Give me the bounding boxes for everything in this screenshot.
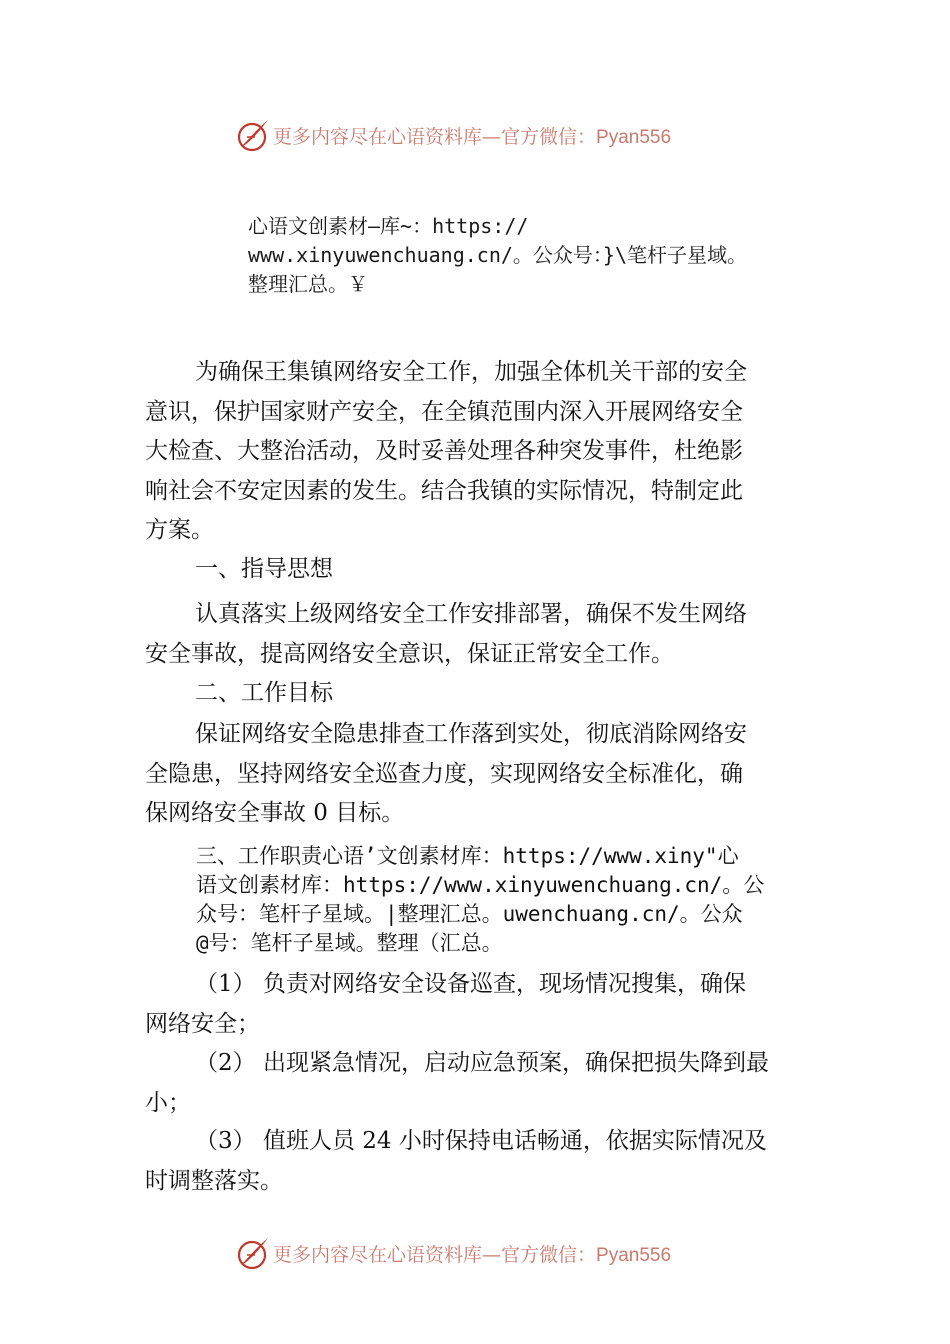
section-work-goals: [145, 674, 810, 714]
duty-line: 小；: [145, 1089, 191, 1116]
section-heading: 一、指导思想: [195, 556, 333, 582]
section-line: 认真落实上级网络安全工作安排部署，确保不发生网络: [195, 601, 747, 627]
section-line: 安全事故，提高网络安全意识，保证正常安全工作。: [145, 640, 674, 667]
watermark-noise-block: [248, 212, 848, 299]
duty-line: （1） 负责对网络安全设备巡查，现场情况搜集，确保: [195, 971, 746, 997]
banner-text: [273, 1240, 671, 1267]
section-heading: 二、工作目标: [195, 680, 333, 706]
section-line: 保证网络安全隐患排查工作落到实处，彻底消除网络安: [195, 721, 747, 747]
section-line: 语文创素材库：https://www.xinyuwenchuang.cn/。公: [196, 873, 765, 897]
noise-line: 心语文创素材—库~：https://: [248, 214, 529, 238]
intro-line: 为确保王集镇网络安全工作，加强全体机关干部的安全: [195, 359, 747, 385]
section-work-goals-body: [145, 715, 810, 834]
section-line: @号：笔杆子星域。整理（汇总。: [196, 931, 503, 955]
intro-paragraph: [145, 353, 810, 551]
duty-item-3: [145, 1122, 810, 1201]
banner-label: 官方微信：: [501, 125, 597, 148]
duty-line: （3） 值班人员 24 小时保持电话畅通，依据实际情况及: [195, 1128, 767, 1154]
section-line: 三、工作职责心语’文创素材库：https://www.xiny"心: [196, 844, 739, 868]
duty-line: 时调整落实。: [145, 1167, 283, 1194]
section-guiding-ideology: [145, 550, 810, 590]
banner-text: [273, 122, 671, 149]
quill-logo-icon: [235, 117, 271, 153]
banner-wechat-id: Pyan556: [596, 126, 672, 148]
duty-item-1: [145, 965, 810, 1044]
banner-separator: —: [482, 125, 502, 148]
intro-line: 大检查、大整治活动，及时妥善处理各种突发事件，杜绝影: [145, 438, 743, 464]
banner-wechat-id: Pyan556: [596, 1244, 672, 1266]
noise-line: 整理汇总。￥: [248, 272, 368, 296]
banner-label: 官方微信：: [501, 1243, 597, 1266]
intro-line: 方案。: [145, 517, 214, 543]
duty-item-2: [145, 1044, 810, 1123]
section-line: 保网络安全事故 0 目标。: [145, 800, 405, 826]
section-work-duties-header: [196, 842, 836, 958]
duty-line: （2） 出现紧急情况，启动应急预案，确保把损失降到最: [195, 1050, 769, 1076]
header-banner: [235, 115, 671, 155]
banner-main-text: 更多内容尽在心语资料库: [273, 1243, 483, 1266]
duty-line: 网络安全；: [145, 1010, 260, 1037]
banner-main-text: 更多内容尽在心语资料库: [273, 125, 483, 148]
section-line: 众号：笔杆子星域。|整理汇总。uwenchuang.cn/。公众: [196, 902, 743, 926]
section-line: 全隐患，坚持网络安全巡查力度，实现网络安全标准化，确: [145, 760, 743, 787]
intro-line: 意识，保护国家财产安全，在全镇范围内深入开展网络安全: [145, 398, 743, 425]
section-guiding-ideology-body: [145, 595, 810, 674]
noise-line: www.xinyuwenchuang.cn/。公众号：}\笔杆子星域。: [248, 243, 747, 267]
intro-line: 响社会不安定因素的发生。结合我镇的实际情况，特制定此: [145, 477, 743, 504]
banner-separator: —: [482, 1243, 502, 1266]
quill-logo-icon: [235, 1235, 271, 1271]
footer-banner: [235, 1233, 671, 1273]
